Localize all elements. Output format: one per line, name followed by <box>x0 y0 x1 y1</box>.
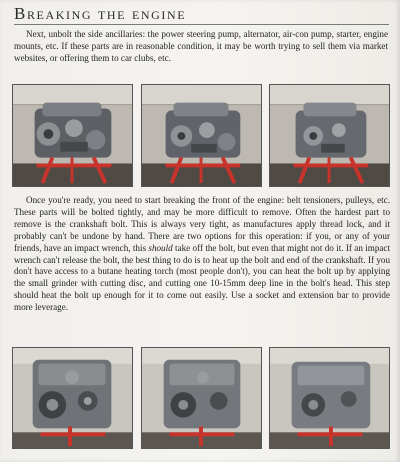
paragraph-crankshaft-part2: take off the bolt, but even that might not do it. If an impact wrench can't release the bolt, the best thing to do is to heat up the bolt and end of the crankshaft. If you don't have access to a butane heating torch (most people don't), you can heat the bolt up by applying the small grinder with cutting disc, and cutting one 10-15mm deep line in the bolt's head. This step should heat the bolt up enough for it to come out easily. Use a socket and extension bar to provide more leverage. <box>14 242 390 313</box>
paragraph-crankshaft <box>14 195 390 314</box>
engine-photo-1 <box>12 84 133 187</box>
engine-front-photo-3 <box>269 347 390 449</box>
engine-on-stand-image <box>142 85 261 186</box>
engine-photo-3 <box>269 84 390 187</box>
section-heading <box>14 4 389 26</box>
engine-front-image <box>270 348 389 448</box>
engine-front-image <box>13 348 132 448</box>
section-heading-text: Breaking the engine <box>14 4 187 23</box>
photo-row-front-engine <box>12 347 390 449</box>
paragraph-ancillaries: Next, unbolt the side ancillaries: the power steering pump, alternator, air-con pump, starter, engine mounts, etc. If these parts are in reasonable condition, it may be worth trying to sell them via market websites, or offering them to car clubs, etc. <box>14 29 388 63</box>
paragraph-crankshaft-emphasis: should <box>148 242 173 253</box>
paragraph-crankshaft-part1: Once you're ready, you need to start breaking the front of the engine: belt tensioners, pulleys, etc. These parts will be bolted tightly, and may be more difficult to remove. Often the hardest part to remove is the crankshaft bolt. This is always very tight, as manufactures apply thread lock, and it probably can't be undone by hand. There are two options for this operation: if you, or any of your friends, have an impact wrench, this <box>14 195 390 253</box>
photo-row-ancillaries <box>12 84 390 187</box>
engine-front-photo-2 <box>141 347 262 449</box>
heading-underline <box>14 24 389 25</box>
engine-on-stand-image <box>13 85 132 186</box>
engine-photo-2 <box>141 84 262 187</box>
engine-front-photo-1 <box>12 347 133 449</box>
engine-on-stand-image <box>270 85 389 186</box>
engine-front-image <box>142 348 261 448</box>
